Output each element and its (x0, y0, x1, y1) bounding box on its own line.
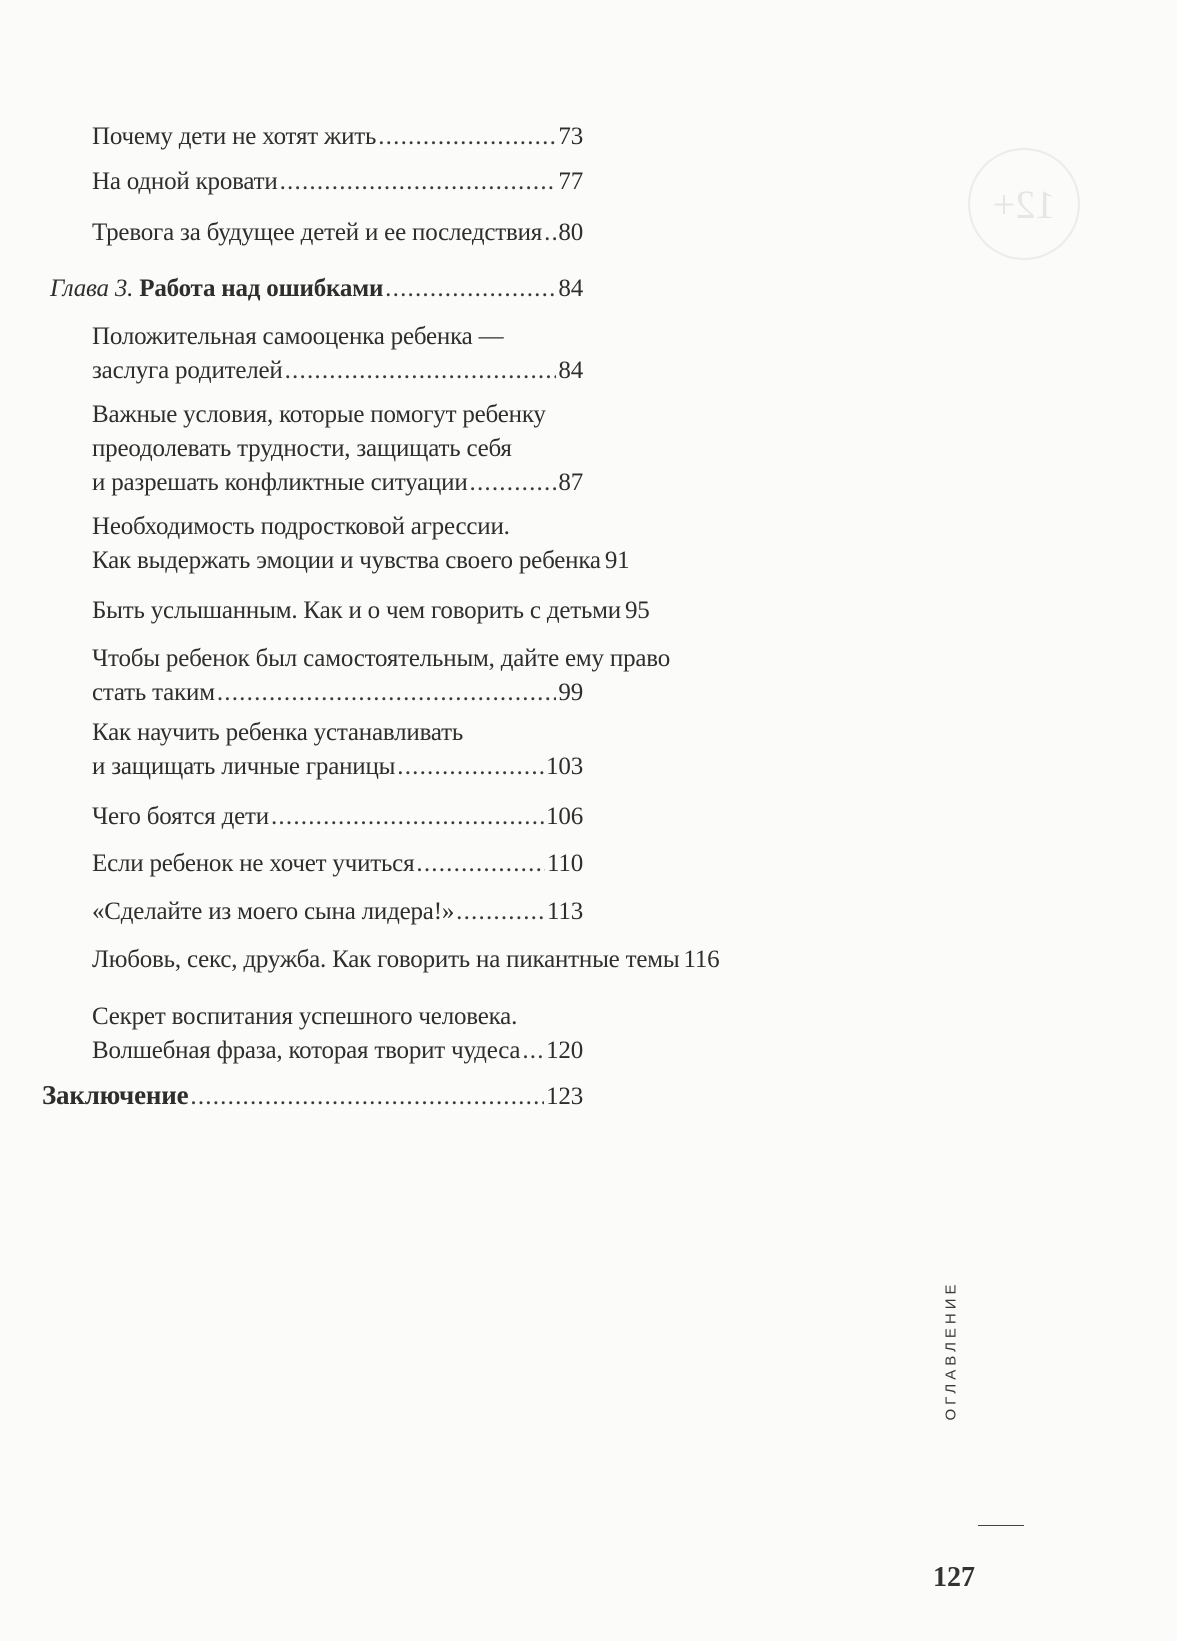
toc-entry-title: Почему дети не хотят жить (92, 123, 377, 150)
running-head-vertical (936, 1265, 966, 1435)
toc-entry-title: Чего боятся дети (92, 803, 269, 830)
toc-entry[interactable] (92, 165, 583, 199)
dot-leader (456, 895, 545, 929)
toc-entry-title-line: преодолевать трудности, защищать себя (92, 435, 512, 462)
dot-leader (280, 165, 557, 199)
toc-entry[interactable] (92, 800, 583, 834)
toc-entry[interactable] (92, 716, 583, 784)
dot-leader (397, 750, 544, 784)
toc-entry-title-line: Как научить ребенка устанавливать (92, 719, 464, 746)
toc-entry-title: и защищать личные границы (92, 753, 396, 780)
toc-entry-page: 91 (604, 547, 630, 574)
dot-leader (378, 120, 556, 154)
dot-leader (544, 216, 556, 250)
toc-entry-page: 113 (547, 898, 583, 925)
toc-entry-title: стать таким (92, 679, 215, 706)
toc-entry-page: 84 (558, 275, 583, 302)
toc-entry-page: 103 (546, 753, 583, 780)
toc-entry[interactable] (92, 847, 583, 881)
dot-leader (416, 847, 545, 881)
page-number: 127 (933, 1562, 975, 1593)
toc-entry-page: 106 (546, 803, 583, 830)
toc-entry-title-line: Положительная самооценка ребенка — (92, 323, 504, 350)
age-rating-badge-show-through: 12+ (968, 148, 1080, 260)
toc-entry-title: На одной кровати (92, 168, 278, 195)
toc-entry[interactable] (92, 943, 720, 977)
toc-entry-page: 80 (558, 219, 583, 246)
toc-entry-title-line: Необходимость подростковой агрессии. (92, 513, 510, 540)
toc-entry-title: и разрешать конфликтные ситуации (92, 469, 468, 496)
running-head-text: ОГЛАВЛЕНИЕ (942, 1279, 960, 1421)
toc-entry-page: 123 (546, 1083, 583, 1110)
toc-entry-page: 87 (558, 469, 583, 496)
toc-chapter-entry[interactable] (50, 272, 583, 306)
toc-entry[interactable] (92, 320, 583, 388)
dot-leader (190, 1080, 544, 1114)
running-head-rule (978, 1525, 1024, 1526)
toc-entry-title-line: Важные условия, которые помогут ребенку (92, 401, 546, 428)
toc-entry-title: «Сделайте из моего сына лидера!» (92, 898, 455, 925)
toc-entry-page: 77 (558, 168, 583, 195)
chapter-label: Глава 3. (50, 275, 134, 302)
toc-entry-title: Если ребенок не хочет учиться (92, 850, 415, 877)
toc-conclusion-entry[interactable] (42, 1078, 583, 1114)
toc-entry-title-line: Чтобы ребенок был самостоятельным, дайте ему право (92, 645, 671, 672)
toc-entry-page: 99 (558, 679, 583, 706)
dot-leader (271, 800, 544, 834)
toc-entry[interactable] (92, 510, 630, 578)
conclusion-title: Заключение (42, 1080, 189, 1110)
toc-entry-page: 84 (558, 357, 583, 384)
toc-entry[interactable] (92, 594, 650, 628)
toc-entry-page: 73 (558, 123, 583, 150)
chapter-title: Работа над ошибками (139, 275, 384, 302)
toc-entry-title: Как выдержать эмоции и чувства своего ребенка (92, 547, 601, 574)
toc-entry-page: 116 (683, 946, 720, 973)
dot-leader (522, 1034, 544, 1068)
toc-entry-page: 95 (624, 597, 650, 624)
dot-leader (285, 354, 557, 388)
toc-entry[interactable] (92, 120, 583, 154)
toc-entry[interactable] (92, 895, 583, 929)
dot-leader (385, 272, 556, 306)
toc-entry-page: 110 (547, 850, 583, 877)
toc-entry[interactable] (92, 216, 583, 250)
dot-leader (217, 676, 557, 710)
toc-entry[interactable] (92, 398, 583, 500)
toc-entry-title: Тревога за будущее детей и ее последствия (92, 219, 543, 246)
toc-entry-title: Быть услышанным. Как и о чем говорить с детьми (92, 597, 621, 624)
dot-leader (470, 466, 557, 500)
toc-entry-title-line: Секрет воспитания успешного человека. (92, 1003, 518, 1030)
toc-entry[interactable] (92, 1000, 583, 1068)
toc-entry-page: 120 (546, 1037, 583, 1064)
toc-entry[interactable] (92, 642, 671, 710)
toc-entry-title: Волшебная фраза, которая творит чудеса (92, 1037, 521, 1064)
toc-entry-title: Любовь, секс, дружба. Как говорить на пикантные темы (92, 946, 680, 973)
toc-entry-title: заслуга родителей (92, 357, 283, 384)
